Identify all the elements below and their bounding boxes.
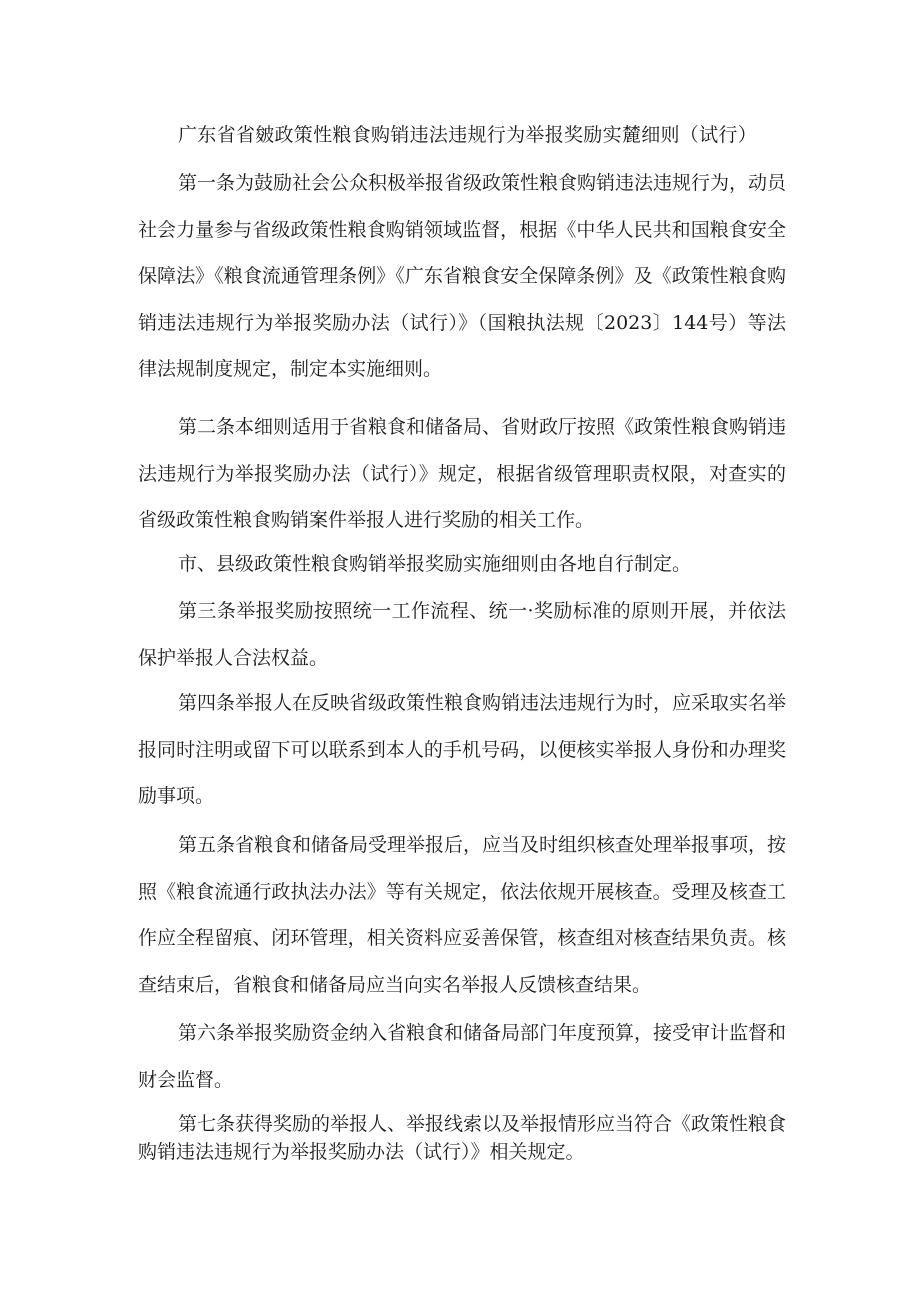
local-rules-paragraph: 市、县级政策性粮食购销举报奖励实施细则由各地自行制定。 — [178, 553, 692, 575]
article-1-paragraph: 第一条为鼓励社会公众积极举报省级政策性粮食购销违法违规行为，动员社会力量参与省级政策性粮食购销领域监督，根据《中华人民共和国粮食安全保障法》《粮食流通管理条例》《广东省粮食安全保障条例》及《政策性粮食购销违法违规行为举报奖励办法（试行）》（国粮执法规〔2023〕144号）等法律法规制度规定，制定本实施细则。 — [138, 172, 787, 380]
article-4-paragraph: 第四条举报人在反映省级政策性粮食购销违法违规行为时，应采取实名举报同时注明或留下可以联系到本人的手机号码，以便核实举报人身份和办理奖励事项。 — [138, 692, 787, 807]
document-title: 广东省省皴政策性粮食购销违法违规行为举报奖励实麓细则（试行） — [178, 124, 758, 146]
article-3-paragraph: 第三条举报奖励按照统一工作流程、统一·奖励标准的原则开展，并依法保护举报人合法权益。 — [138, 600, 786, 669]
article-2-paragraph: 第二条本细则适用于省粮食和储备局、省财政厅按照《政策性粮食购销违法违规行为举报奖励办法（试行）》规定，根据省级管理职责权限，对查实的省级政策性粮食购销案件举报人进行奖励的相关工作。 — [138, 416, 787, 531]
article-5-paragraph: 第五条省粮食和储备局受理举报后，应当及时组织核查处理举报事项，按照《粮食流通行政执法办法》等有关规定，依法依规开展核查。受理及核查工作应全程留痕、闭环管理，相关资料应妥善保管，核查组对核查结果负责。核查结束后，省粮食和储备局应当向实名举报人反馈核查结果。 — [138, 834, 787, 996]
article-7-paragraph: 第七条获得奖励的举报人、举报线索以及举报情形应当符合《政策性粮食购销违法违规行为举报奖励办法（试行）》相关规定。 — [138, 1113, 787, 1163]
article-6-paragraph: 第六条举报奖励资金纳入省粮食和储备局部门年度预算，接受审计监督和财会监督。 — [138, 1022, 787, 1091]
